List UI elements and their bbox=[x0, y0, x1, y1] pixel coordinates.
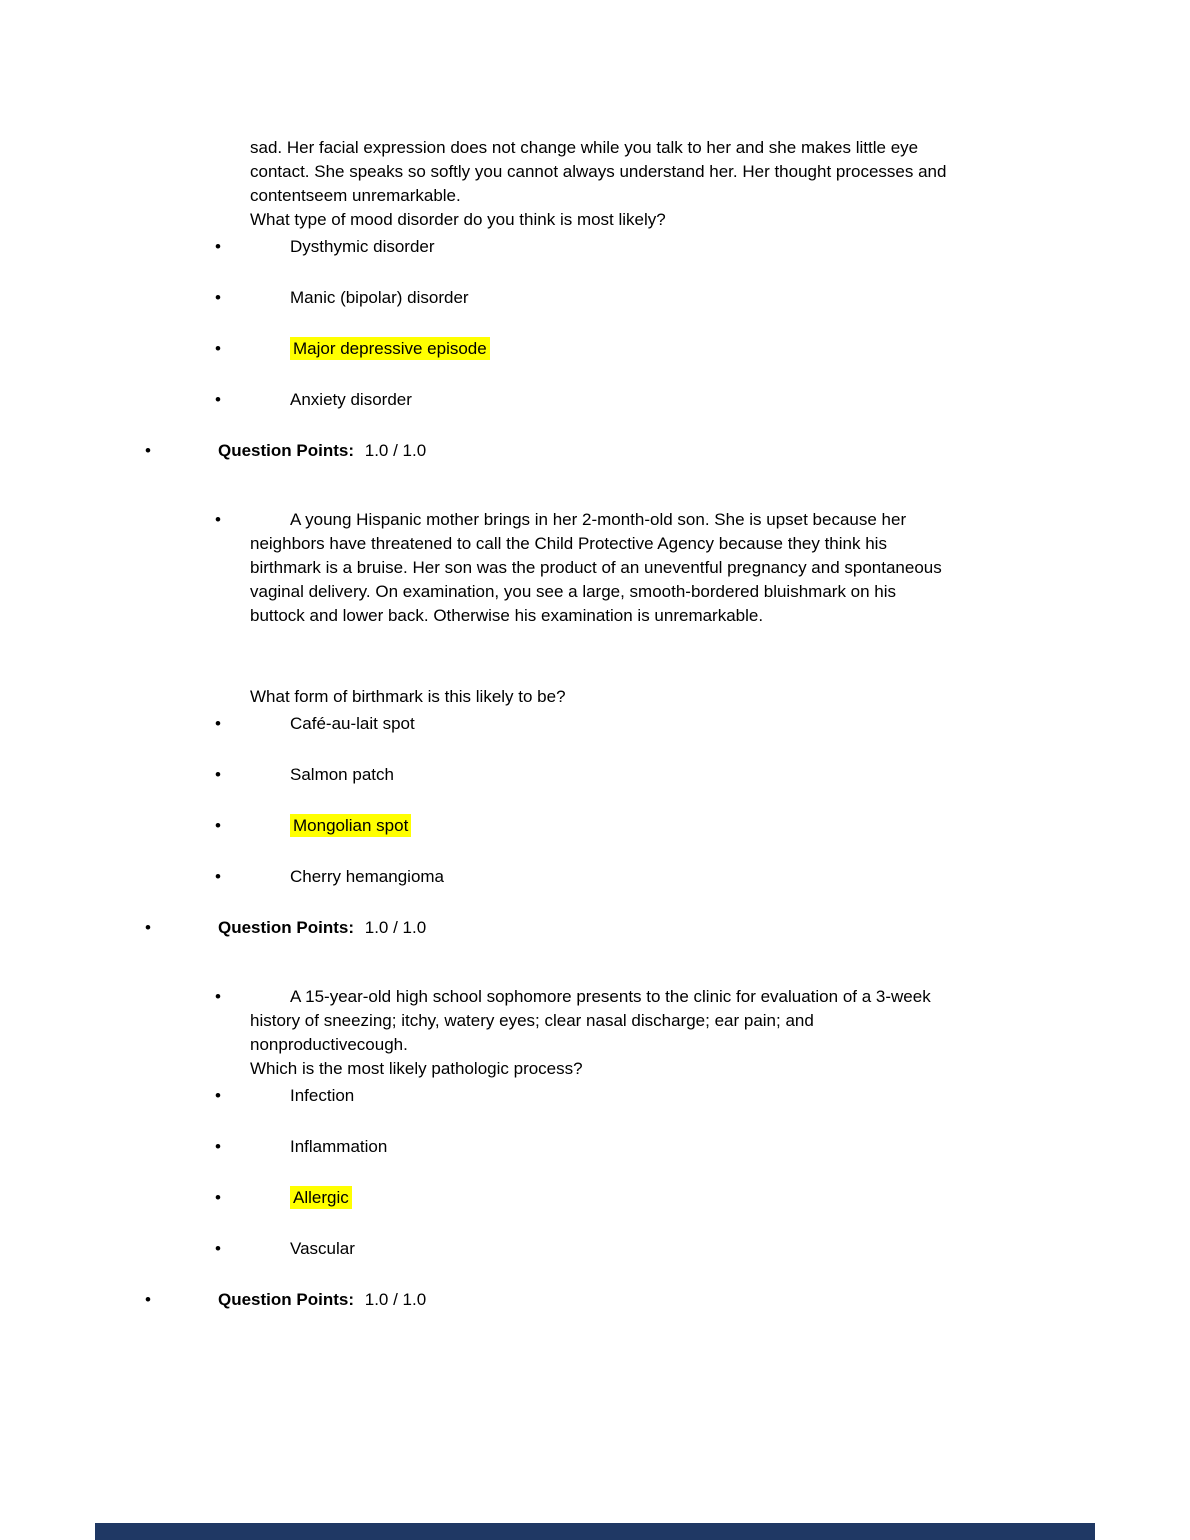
bullet-icon: • bbox=[215, 816, 221, 835]
answer-option bbox=[215, 814, 950, 838]
bullet-icon: • bbox=[215, 714, 221, 733]
question-2 bbox=[0, 508, 1190, 940]
option-label-highlighted: Allergic bbox=[290, 1186, 352, 1209]
bullet-icon: • bbox=[145, 1290, 151, 1309]
option-label: Anxiety disorder bbox=[290, 390, 412, 409]
bullet-icon: • bbox=[215, 237, 221, 256]
option-label: Café-au-lait spot bbox=[290, 714, 415, 733]
bullet-icon: • bbox=[215, 339, 221, 358]
option-label: Cherry hemangioma bbox=[290, 867, 445, 886]
answer-option bbox=[215, 388, 950, 412]
answer-option bbox=[215, 763, 950, 787]
bullet-icon: • bbox=[215, 1239, 221, 1258]
bullet-icon: • bbox=[215, 1137, 221, 1156]
question-points-value: 1.0 / 1.0 bbox=[364, 441, 427, 460]
question-1-options bbox=[0, 235, 1190, 412]
question-3 bbox=[0, 985, 1190, 1312]
question-2-intro-text: A young Hispanic mother brings in her 2-month-old son. She is upset because her neighbors have threatened to call the Child Protective Agency because they think his birthmark is a bruise. Her son was the product of an uneventful pregnancy and spontaneous vaginal delivery. On examination, you see a large, smooth-bordered bluishmark on his buttock and lower back. Otherwise his examination is unremarkable. bbox=[250, 510, 942, 625]
answer-option bbox=[215, 865, 950, 889]
question-1 bbox=[0, 136, 1190, 463]
question-points-value: 1.0 / 1.0 bbox=[364, 918, 427, 937]
option-label-highlighted: Major depressive episode bbox=[290, 337, 490, 360]
bullet-icon: • bbox=[215, 765, 221, 784]
bullet-icon: • bbox=[145, 918, 151, 937]
bullet-icon: • bbox=[215, 510, 221, 529]
question-points-label: Question Points: bbox=[218, 918, 354, 937]
question-3-intro bbox=[215, 985, 950, 1057]
answer-option bbox=[215, 1084, 950, 1108]
answer-option bbox=[215, 286, 950, 310]
answer-option bbox=[215, 712, 950, 736]
question-3-options bbox=[0, 1084, 1190, 1261]
bullet-icon: • bbox=[215, 867, 221, 886]
question-1-prompt: What type of mood disorder do you think is most likely? bbox=[250, 210, 666, 229]
page-footer-bar bbox=[95, 1523, 1095, 1540]
question-points-label: Question Points: bbox=[218, 441, 354, 460]
question-points-label: Question Points: bbox=[218, 1290, 354, 1309]
question-3-intro-text: A 15-year-old high school sophomore presents to the clinic for evaluation of a 3-week history of sneezing; itchy, watery eyes; clear nasal discharge; ear pain; and nonproductivecough. bbox=[250, 987, 931, 1054]
bullet-icon: • bbox=[215, 288, 221, 307]
option-label: Manic (bipolar) disorder bbox=[290, 288, 469, 307]
bullet-icon: • bbox=[145, 441, 151, 460]
option-label: Infection bbox=[290, 1086, 355, 1105]
option-label: Dysthymic disorder bbox=[290, 237, 435, 256]
answer-option bbox=[215, 337, 950, 361]
option-label: Vascular bbox=[290, 1239, 355, 1258]
bullet-icon: • bbox=[215, 1188, 221, 1207]
option-label: Salmon patch bbox=[290, 765, 394, 784]
option-label: Inflammation bbox=[290, 1137, 388, 1156]
answer-option bbox=[215, 1186, 950, 1210]
question-points bbox=[145, 1288, 1190, 1312]
option-label-highlighted: Mongolian spot bbox=[290, 814, 411, 837]
answer-option bbox=[215, 235, 950, 259]
question-points bbox=[145, 916, 1190, 940]
bullet-icon: • bbox=[215, 390, 221, 409]
question-3-prompt: Which is the most likely pathologic process? bbox=[250, 1059, 583, 1078]
question-2-intro bbox=[215, 508, 950, 628]
question-2-prompt: What form of birthmark is this likely to be? bbox=[250, 687, 566, 706]
answer-option bbox=[215, 1135, 950, 1159]
question-points bbox=[145, 439, 1190, 463]
question-points-value: 1.0 / 1.0 bbox=[364, 1290, 427, 1309]
answer-option bbox=[215, 1237, 950, 1261]
question-1-intro-text: sad. Her facial expression does not change while you talk to her and she makes little eye contact. She speaks so softly you cannot always understand her. Her thought processes and contentseem unremarkable. bbox=[250, 138, 947, 205]
question-2-options bbox=[0, 712, 1190, 889]
bullet-icon: • bbox=[215, 987, 221, 1006]
bullet-icon: • bbox=[215, 1086, 221, 1105]
